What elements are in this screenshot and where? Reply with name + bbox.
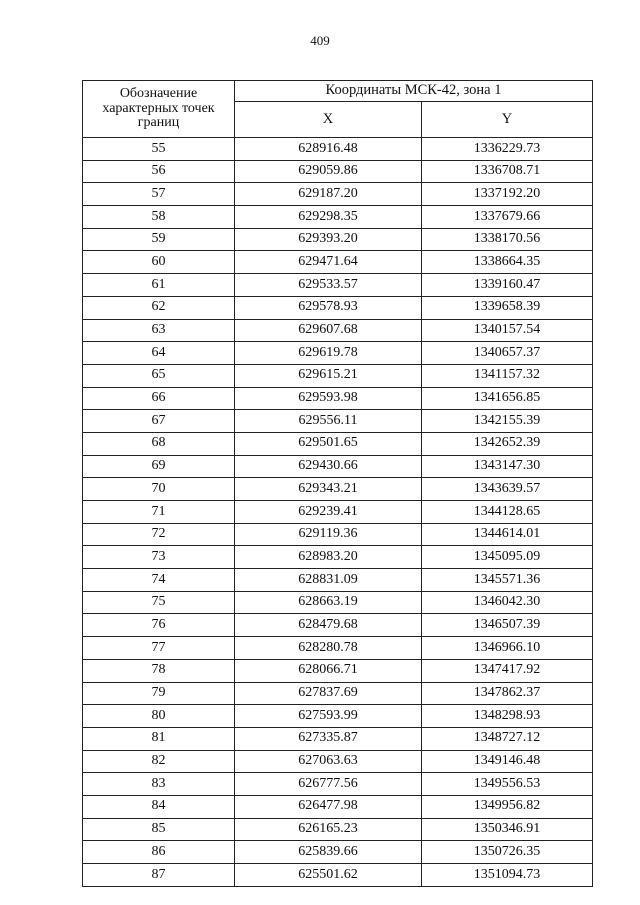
point-cell: 59 <box>83 228 235 251</box>
coordinates-table <box>82 80 593 887</box>
table-row <box>83 727 593 750</box>
point-cell: 73 <box>83 546 235 569</box>
table-row <box>83 523 593 546</box>
y-cell: 1350346.91 <box>422 818 593 841</box>
x-cell: 626777.56 <box>235 773 422 796</box>
x-cell: 629615.21 <box>235 364 422 387</box>
point-cell: 85 <box>83 818 235 841</box>
point-cell: 69 <box>83 455 235 478</box>
x-cell: 629533.57 <box>235 274 422 297</box>
x-cell: 629471.64 <box>235 251 422 274</box>
table-row <box>83 364 593 387</box>
y-cell: 1347862.37 <box>422 682 593 705</box>
table-row <box>83 864 593 887</box>
point-cell: 57 <box>83 183 235 206</box>
table-row <box>83 342 593 365</box>
point-cell: 71 <box>83 501 235 524</box>
table-row <box>83 387 593 410</box>
x-cell: 627837.69 <box>235 682 422 705</box>
y-cell: 1339160.47 <box>422 274 593 297</box>
x-cell: 627335.87 <box>235 727 422 750</box>
table-row <box>83 591 593 614</box>
x-cell: 628479.68 <box>235 614 422 637</box>
table-row <box>83 251 593 274</box>
y-cell: 1338170.56 <box>422 228 593 251</box>
point-cell: 64 <box>83 342 235 365</box>
table-row <box>83 569 593 592</box>
point-cell: 87 <box>83 864 235 887</box>
table-row <box>83 501 593 524</box>
x-cell: 628066.71 <box>235 659 422 682</box>
point-cell: 75 <box>83 591 235 614</box>
y-cell: 1346507.39 <box>422 614 593 637</box>
y-cell: 1349956.82 <box>422 795 593 818</box>
point-cell: 61 <box>83 274 235 297</box>
x-cell: 629343.21 <box>235 478 422 501</box>
y-cell: 1345095.09 <box>422 546 593 569</box>
y-cell: 1339658.39 <box>422 296 593 319</box>
table-row <box>83 319 593 342</box>
y-cell: 1349556.53 <box>422 773 593 796</box>
x-cell: 629239.41 <box>235 501 422 524</box>
x-cell: 629119.36 <box>235 523 422 546</box>
table-row <box>83 296 593 319</box>
table-row <box>83 546 593 569</box>
y-cell: 1341656.85 <box>422 387 593 410</box>
y-cell: 1338664.35 <box>422 251 593 274</box>
table-row <box>83 228 593 251</box>
y-cell: 1346042.30 <box>422 591 593 614</box>
point-cell: 66 <box>83 387 235 410</box>
table-row <box>83 432 593 455</box>
y-cell: 1343639.57 <box>422 478 593 501</box>
table-row <box>83 478 593 501</box>
table-body <box>83 138 593 887</box>
point-cell: 55 <box>83 138 235 161</box>
x-cell: 628280.78 <box>235 637 422 660</box>
x-cell: 628916.48 <box>235 138 422 161</box>
point-cell: 65 <box>83 364 235 387</box>
table-row <box>83 773 593 796</box>
y-cell: 1336708.71 <box>422 160 593 183</box>
y-cell: 1348298.93 <box>422 705 593 728</box>
table-row <box>83 637 593 660</box>
y-cell: 1346966.10 <box>422 637 593 660</box>
y-cell: 1349146.48 <box>422 750 593 773</box>
table-row <box>83 183 593 206</box>
table-row <box>83 138 593 161</box>
table-row <box>83 274 593 297</box>
x-cell: 626477.98 <box>235 795 422 818</box>
x-cell: 629578.93 <box>235 296 422 319</box>
y-cell: 1351094.73 <box>422 864 593 887</box>
table-header <box>83 81 593 138</box>
x-cell: 628983.20 <box>235 546 422 569</box>
x-cell: 629607.68 <box>235 319 422 342</box>
x-cell: 625501.62 <box>235 864 422 887</box>
x-cell: 628831.09 <box>235 569 422 592</box>
x-cell: 629059.86 <box>235 160 422 183</box>
header-x: X <box>235 102 422 138</box>
y-cell: 1342155.39 <box>422 410 593 433</box>
x-cell: 629430.66 <box>235 455 422 478</box>
point-cell: 80 <box>83 705 235 728</box>
table-row <box>83 160 593 183</box>
y-cell: 1348727.12 <box>422 727 593 750</box>
y-cell: 1343147.30 <box>422 455 593 478</box>
point-cell: 60 <box>83 251 235 274</box>
x-cell: 628663.19 <box>235 591 422 614</box>
x-cell: 625839.66 <box>235 841 422 864</box>
point-cell: 63 <box>83 319 235 342</box>
x-cell: 629556.11 <box>235 410 422 433</box>
point-cell: 56 <box>83 160 235 183</box>
y-cell: 1337679.66 <box>422 206 593 229</box>
point-cell: 70 <box>83 478 235 501</box>
point-cell: 86 <box>83 841 235 864</box>
x-cell: 629393.20 <box>235 228 422 251</box>
point-cell: 74 <box>83 569 235 592</box>
header-y: Y <box>422 102 593 138</box>
x-cell: 629593.98 <box>235 387 422 410</box>
point-cell: 67 <box>83 410 235 433</box>
point-cell: 72 <box>83 523 235 546</box>
point-cell: 82 <box>83 750 235 773</box>
x-cell: 627063.63 <box>235 750 422 773</box>
x-cell: 627593.99 <box>235 705 422 728</box>
point-cell: 84 <box>83 795 235 818</box>
x-cell: 626165.23 <box>235 818 422 841</box>
y-cell: 1344614.01 <box>422 523 593 546</box>
y-cell: 1342652.39 <box>422 432 593 455</box>
header-coordinate-system: Координаты МСК-42, зона 1 <box>235 81 593 102</box>
table-row <box>83 659 593 682</box>
point-cell: 81 <box>83 727 235 750</box>
table-row <box>83 705 593 728</box>
y-cell: 1337192.20 <box>422 183 593 206</box>
table-row <box>83 206 593 229</box>
y-cell: 1344128.65 <box>422 501 593 524</box>
point-cell: 58 <box>83 206 235 229</box>
y-cell: 1345571.36 <box>422 569 593 592</box>
y-cell: 1347417.92 <box>422 659 593 682</box>
y-cell: 1340157.54 <box>422 319 593 342</box>
y-cell: 1350726.35 <box>422 841 593 864</box>
point-cell: 78 <box>83 659 235 682</box>
point-cell: 68 <box>83 432 235 455</box>
y-cell: 1341157.32 <box>422 364 593 387</box>
table-row <box>83 614 593 637</box>
page-number: 409 <box>310 33 330 48</box>
table-row <box>83 841 593 864</box>
table-row <box>83 750 593 773</box>
table-row <box>83 455 593 478</box>
table-row <box>83 795 593 818</box>
y-cell: 1336229.73 <box>422 138 593 161</box>
point-cell: 77 <box>83 637 235 660</box>
y-cell: 1340657.37 <box>422 342 593 365</box>
table-row <box>83 818 593 841</box>
header-point-designation: Обозначение характерных точек границ <box>83 81 235 138</box>
point-cell: 76 <box>83 614 235 637</box>
point-cell: 83 <box>83 773 235 796</box>
x-cell: 629298.35 <box>235 206 422 229</box>
point-cell: 62 <box>83 296 235 319</box>
x-cell: 629187.20 <box>235 183 422 206</box>
x-cell: 629619.78 <box>235 342 422 365</box>
table-row <box>83 682 593 705</box>
point-cell: 79 <box>83 682 235 705</box>
table-row <box>83 410 593 433</box>
x-cell: 629501.65 <box>235 432 422 455</box>
